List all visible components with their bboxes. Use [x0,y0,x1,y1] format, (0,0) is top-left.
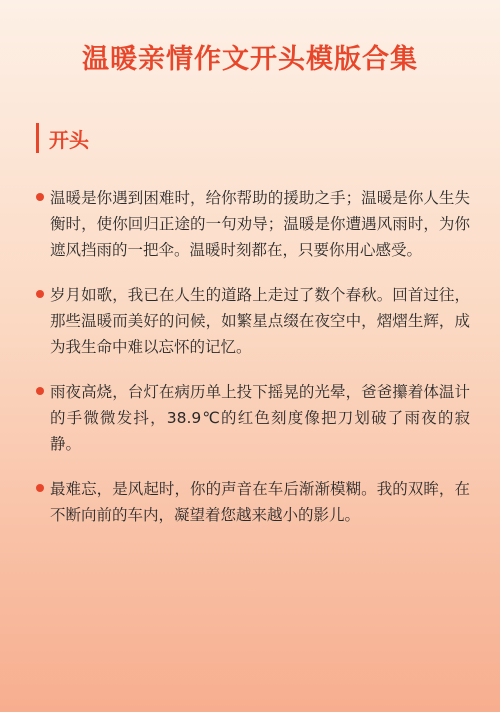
section-header [36,120,89,156]
paragraph-text: 雨夜高烧，台灯在病历单上投下摇晃的光晕，爸爸攥着体温计的手微微发抖，38.9℃的红色刻度像把刀划破了雨夜的寂静。 [50,383,470,453]
paragraph-text: 温暖是你遇到困难时，给你帮助的援助之手；温暖是你人生失衡时，使你回归正途的一句劝导；温暖是你遭遇风雨时，为你遮风挡雨的一把伞。温暖时刻都在，只要你用心感受。 [50,189,470,259]
bullet-dot-icon [36,387,44,395]
paragraph-item [50,185,470,263]
paragraph-text: 最难忘，是风起时，你的声音在车后渐渐模糊。我的双眸，在不断向前的车内，凝望着您越来越小的影儿。 [50,480,470,524]
section-accent-bar [36,123,39,153]
paragraph-item [50,282,470,360]
paragraph-list [0,185,500,547]
paragraph-item [50,379,470,457]
bullet-dot-icon [36,484,44,492]
page-title: 温暖亲情作文开头模版合集 [82,44,418,75]
paragraph-item [50,476,470,528]
paragraph-text: 岁月如歌，我已在人生的道路上走过了数个春秋。回首过往，那些温暖而美好的问候，如繁星点缀在夜空中，熠熠生辉，成为我生命中难以忘怀的记忆。 [50,286,470,356]
bullet-dot-icon [36,290,44,298]
bullet-dot-icon [36,193,44,201]
section-label: 开头 [49,127,89,152]
